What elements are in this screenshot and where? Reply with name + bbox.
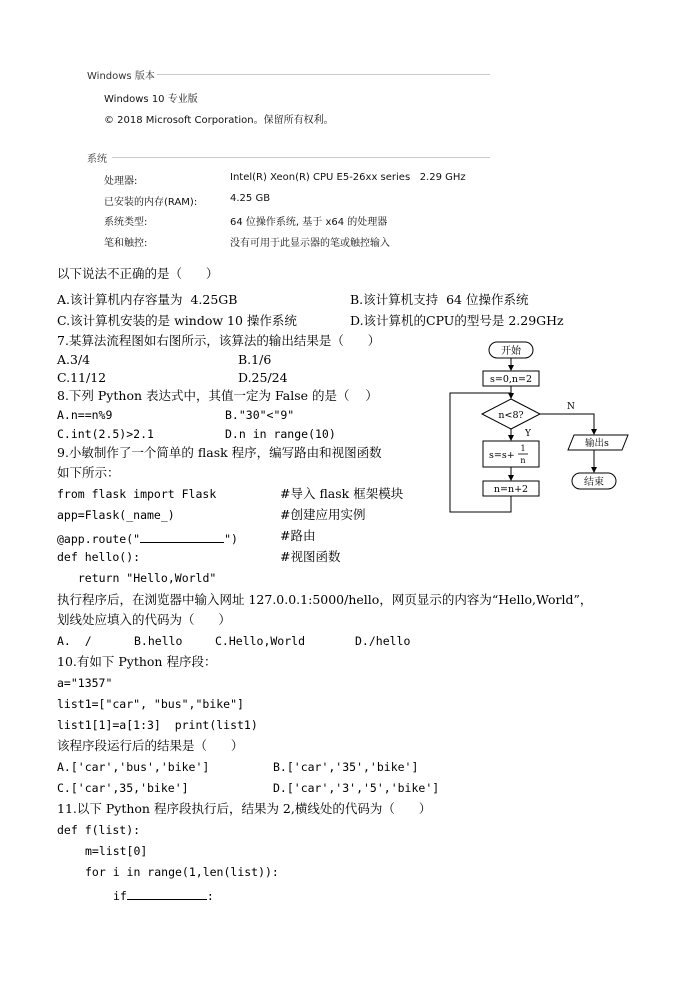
q11-stem: 11.以下 Python 程序段执行后，结果为 2,横线处的代码为（ ）: [57, 801, 432, 816]
flow-yes-label: Y: [525, 429, 531, 439]
q7-option-b: B.1/6: [238, 352, 272, 367]
q9-code-line-4: def hello():: [57, 550, 141, 564]
q10-code-line-3: list1[1]=a[1:3] print(list1): [57, 718, 258, 732]
q11-code-line-1: def f(list):: [57, 823, 141, 837]
q11-code-line-4: [113, 888, 214, 903]
windows-edition: Windows 10 专业版: [104, 94, 198, 105]
ram-label: 已安装的内存(RAM):: [104, 197, 198, 208]
q6-stem: 以下说法不正确的是（ ）: [57, 266, 219, 281]
edition-heading: Windows 版本: [87, 71, 155, 82]
system-heading: 系统: [87, 154, 107, 165]
q9-option-d: D./hello: [355, 634, 411, 648]
system-type-value: 64 位操作系统, 基于 x64 的处理器: [230, 217, 388, 228]
q10-stem: 10.有如下 Python 程序段：: [57, 654, 217, 669]
flow-start-label: 开始: [501, 346, 521, 357]
q8-stem: 8.下列 Python 表达式中，其值一定为 False 的是（ ）: [57, 388, 378, 403]
q9-code-line-3: [57, 531, 238, 546]
q9-code-line-2: app=Flask(_name_): [57, 508, 175, 522]
q7-stem: 7.某算法流程图如右图所示，该算法的输出结果是（ ）: [57, 333, 381, 348]
q6-option-c: C.该计算机安装的是 window 10 操作系统: [57, 313, 297, 328]
q6-option-d: D.该计算机的CPU的型号是 2.29GHz: [350, 313, 564, 328]
q9-stem-line1: 9.小敏制作了一个简单的 flask 程序，编写路由和视图函数: [57, 445, 382, 460]
q9-comment-1: #导入 flask 框架模块: [280, 486, 404, 501]
flow-body-denominator: n: [520, 456, 526, 465]
flow-init-label: s=0,n=2: [489, 374, 533, 385]
route-suffix: "): [224, 532, 238, 546]
flow-body-prefix: s=s+: [489, 450, 515, 461]
q10-code-line-2: list1=["car", "bus","bike"]: [57, 697, 244, 711]
q7-option-a: A.3/4: [57, 352, 91, 367]
q9-comment-2: #创建应用实例: [280, 507, 366, 522]
processor-value: Intel(R) Xeon(R) CPU E5-26xx series 2.29 GHz: [230, 172, 466, 183]
q9-stem-line2: 如下所示：: [57, 465, 120, 480]
pen-touch-value: 没有可用于此显示器的笔或触控输入: [230, 238, 390, 249]
windows-copyright: © 2018 Microsoft Corporation。保留所有权利。: [104, 115, 334, 126]
q10-option-c: C.['car',35,'bike']: [57, 781, 189, 795]
system-divider: [112, 157, 490, 158]
flow-arrow-no: [540, 414, 594, 434]
if-colon: :: [206, 889, 214, 903]
q8-option-a: A.n==n%9: [57, 408, 113, 422]
q6-option-a: A.该计算机内存容量为 4.25GB: [57, 292, 238, 307]
q9-comment-3: #路由: [280, 528, 316, 543]
q10-option-a: A.['car','bus','bike']: [57, 760, 210, 774]
q10-option-d: D.['car','3','5','bike']: [273, 781, 440, 795]
q7-option-c: C.11/12: [57, 370, 107, 385]
pen-touch-label: 笔和触控:: [104, 238, 148, 249]
q9-comment-4: #视图函数: [280, 549, 341, 564]
flow-end-label: 结束: [584, 477, 604, 488]
q9-code-line-5: return "Hello,World": [64, 571, 217, 585]
processor-label: 处理器:: [104, 176, 138, 187]
if-keyword: if: [113, 889, 127, 903]
ram-value: 4.25 GB: [230, 193, 271, 204]
q10-result-stem: 该程序段运行后的结果是（ ）: [57, 738, 244, 753]
flow-body-numerator: 1: [520, 444, 526, 453]
route-blank: [140, 531, 224, 543]
q8-option-b: B."30"<"9": [225, 408, 295, 422]
q11-code-line-3: for i in range(1,len(list)):: [85, 865, 279, 879]
flow-incr-label: n=n+2: [493, 484, 529, 495]
q8-option-c: C.int(2.5)>2.1: [57, 427, 154, 441]
if-condition-blank: [127, 888, 207, 900]
q9-option-a: A. /: [57, 634, 92, 648]
flow-no-label: N: [567, 402, 575, 412]
q11-code-line-2: m=list[0]: [85, 844, 148, 858]
flow-decision-label: n<8?: [498, 410, 524, 421]
system-type-label: 系统类型:: [104, 217, 148, 228]
algorithm-flowchart: [440, 336, 640, 520]
q9-code-line-1: from flask import Flask: [57, 487, 217, 501]
q9-option-b: B.hello: [134, 634, 183, 648]
q8-option-d: D.n in range(10): [225, 427, 336, 441]
q9-after-line2: 划线处应填入的代码为（ ）: [57, 612, 231, 627]
q9-after-line1: 执行程序后，在浏览器中输入网址 127.0.0.1:5000/hello，网页显示的内容为“Hello,World”，: [57, 592, 593, 607]
q10-code-line-1: a="1357": [57, 676, 113, 690]
flow-output-label: 输出s: [585, 438, 609, 449]
q6-option-b: B.该计算机支持 64 位操作系统: [350, 292, 529, 307]
q9-option-c: C.Hello,World: [215, 634, 306, 648]
edition-divider: [157, 74, 490, 75]
q7-option-d: D.25/24: [238, 370, 288, 385]
route-prefix: @app.route(": [57, 532, 141, 546]
q10-option-b: B.['car','35','bike']: [273, 760, 419, 774]
